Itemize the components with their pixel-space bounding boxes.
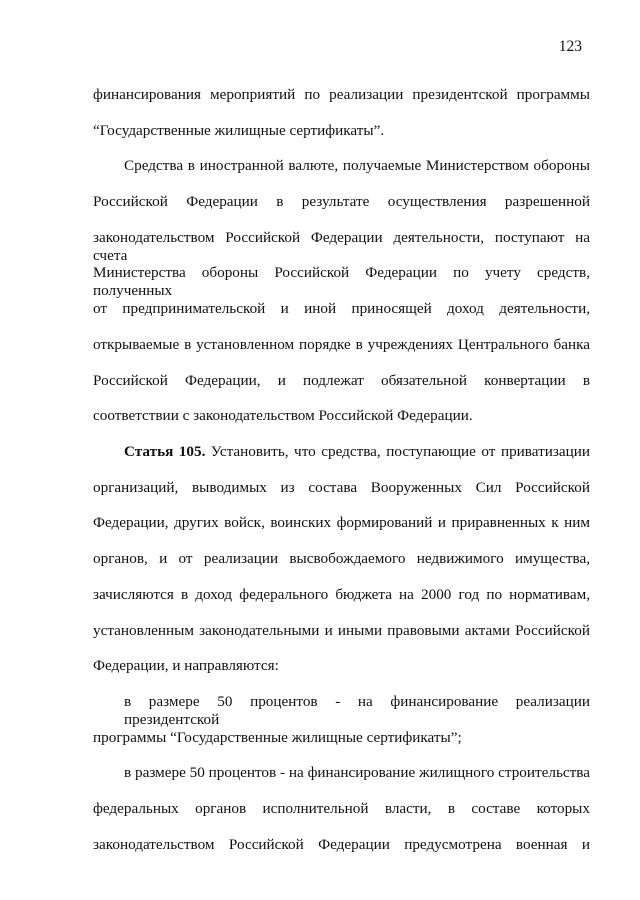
article-number: Статья 105. bbox=[124, 443, 206, 460]
text-line: в размере 50 процентов - на финансирование жилищного строительства bbox=[124, 764, 590, 781]
text-line: организаций, выводимых из состава Вооруженных Сил Российской bbox=[93, 479, 590, 496]
text-line: “Государственные жилищные сертификаты”. bbox=[93, 122, 385, 139]
text-line: зачисляются в доход федерального бюджета на 2000 год по нормативам, bbox=[93, 586, 590, 603]
text-line: Министерства обороны Российской Федерации по учету средств, полученных bbox=[93, 264, 590, 299]
text-line: установленным законодательными и иными правовыми актами Российской bbox=[93, 622, 590, 639]
text-line: законодательством Российской Федерации деятельности, поступают на счета bbox=[93, 229, 590, 264]
text-line: открываемые в установленном порядке в учреждениях Центрального банка bbox=[93, 336, 590, 353]
article-text: Установить, что средства, поступающие от приватизации bbox=[205, 443, 590, 460]
text-line: федеральных органов исполнительной власти, в составе которых bbox=[93, 800, 590, 817]
text-line: органов, и от реализации высвобождаемого недвижимого имущества, bbox=[93, 550, 590, 567]
text-line: программы “Государственные жилищные сертификаты”; bbox=[93, 729, 462, 746]
page-number: 123 bbox=[558, 38, 582, 55]
text-line: в размере 50 процентов - на финансирование реализации президентской bbox=[124, 693, 590, 728]
text-line: Средства в иностранной валюте, получаемые Министерством обороны bbox=[124, 157, 590, 174]
text-line: Российской Федерации, и подлежат обязательной конвертации в bbox=[93, 372, 590, 389]
text-line: финансирования мероприятий по реализации президентской программы bbox=[93, 86, 590, 103]
text-line: Федерации, и направляются: bbox=[93, 657, 279, 674]
text-line: от предпринимательской и иной приносящей доход деятельности, bbox=[93, 300, 590, 317]
article-heading-line bbox=[124, 443, 590, 461]
text-line: законодательством Российской Федерации предусмотрена военная и bbox=[93, 836, 590, 853]
text-line: Российской Федерации в результате осуществления разрешенной bbox=[93, 193, 590, 210]
text-line: Федерации, других войск, воинских формирований и приравненных к ним bbox=[93, 514, 590, 531]
text-line: соответствии с законодательством Российской Федерации. bbox=[93, 407, 473, 424]
